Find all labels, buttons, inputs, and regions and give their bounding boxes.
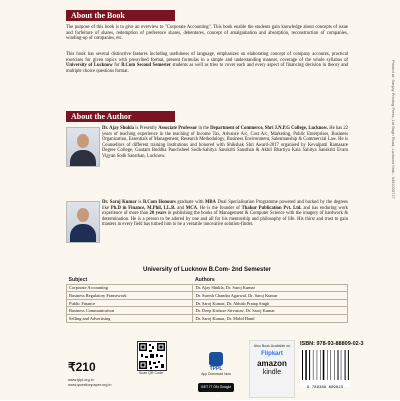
amazon-logo[interactable]: amazon — [257, 359, 287, 368]
subjects-table-title: University of Lucknow B.Com- 2nd Semester — [142, 267, 272, 273]
table-cell: Dr. Ajay Shukla, Dr. Saroj Kumar — [193, 284, 348, 292]
printer-note: Printed at: Sanjay Printing Press, Lal Bagh Road, Lucknow Mob.- 9452028727 — [391, 60, 396, 199]
table-cell: Dr. Saroj Kumar, Dr. Abhish Pratap Singh — [193, 299, 348, 307]
barcode-icon — [300, 349, 350, 390]
table-cell: Business Regulatory Framework — [67, 292, 193, 300]
tppl-app-caption: App Download Now — [201, 372, 231, 376]
author-2-photo — [66, 201, 100, 243]
author-1-bio: Dr. Ajay Shukla is Presently Associate Professor in the Department of Commerce, Shri J.N.P.G College, Lucknow. He has 22 years of teaching experience in the teaching of Income Tax, Advance A/c, Cost A/c, Marketing, Public Enterprises, Business Organization, Essentials of Management, Research Methodology, Business Environment, Salesmanship & Commercial Law. He is Counsellors of different training institutions and honored with Shikshak Shri Award-2017 organised by Kevalpatti Ramasare Degree College, Gautam Buddha Panchsheel Sodh-Sahitya Sanskriti Sansthan & Akhil Bhartiya Kala Sahitya Sanskriti Evam Vigyan Sodh Sansthan, Lucknow. — [102, 126, 349, 159]
table-cell: Public Finance — [67, 299, 193, 307]
table-row — [67, 307, 348, 315]
table-cell: Dr. Deep Kishore Srivastav, Dr. Saroj Kumar — [193, 307, 348, 315]
flipkart-logo[interactable]: Flipkart — [261, 351, 283, 357]
table-row — [67, 292, 348, 300]
subjects-table — [66, 277, 348, 323]
table-header-authors: Authors — [194, 277, 215, 284]
about-book-paragraph-1: The purpose of this book is to give an overview to "Corporate Accounting". This book enable the students gain knowledge about concepts of issue and forfeiture of shares, redemption of preference shares, debentures, concept of amalgamation and absorption, reconstruction of companies, winding-up of companies, etc. — [66, 25, 348, 42]
tppl-app-block — [198, 352, 234, 376]
table-cell: Dr. Suresh Chandra Agarwal, Dr. Saroj Kumar — [193, 292, 348, 300]
author-2-bio: Dr. Saroj Kumar is B.Com Honours graduate with MBA Dual Specialisation Programme powered and backed by the degrees like Ph.D in Finance, M.Phil, LL.B. and MCA. He is the founder of Thakur Publication Pvt. Ltd. and has enduring work experience of more than 20 years in publishing the books of Management & Computer Science with the imagery of hardwork & determination. He is a person to be adored by one and all for his mentorship and philosophy of life. His thirst and trust to gain masters in every field has turned him to be a versatile innovative solution-finder. — [102, 200, 349, 228]
table-cell: Business Communication — [67, 307, 193, 315]
tppl-logo-text: TPPL — [209, 366, 223, 372]
website-link-2[interactable]: www.questionpaper.org.in — [68, 383, 112, 387]
table-row — [67, 314, 348, 322]
kindle-logo[interactable]: kindle — [262, 369, 282, 376]
author-1-photo — [66, 127, 100, 167]
about-book-heading: About the Book — [66, 10, 175, 21]
table-row — [67, 284, 348, 292]
isbn-label: ISBN: 978-93-88809-02-3 — [300, 341, 364, 347]
tppl-logo-icon — [209, 352, 223, 366]
table-header-subject: Subject — [68, 277, 88, 284]
website-link-1[interactable]: www.tppl.org.in — [68, 378, 94, 382]
table-row — [67, 299, 348, 307]
price: ₹210 — [68, 360, 96, 374]
table-cell: Selling and Advertising — [67, 314, 193, 322]
barcode-digits: 9 789388 809023 — [306, 386, 343, 390]
table-cell: Dr. Saroj Kumar, Dr. Mohd Hanif — [193, 314, 348, 322]
availability-box — [249, 340, 295, 398]
about-book-paragraph-2: This book has several distinctive features including usefulness of language, emphasizes on elaborating concept of company accounts, practical exercises for given topics with prescribed format, present formulas in a simple and understanding manner, coverage of the whole syllabus of University of Lucknow for B.Com Second Semester students as well as tries to cover each and every aspect of financing decision in theory and multiple choice questions format. — [66, 52, 349, 74]
availability-title: Also Book Available on — [253, 344, 291, 348]
table-cell: Corporate Accounting — [67, 284, 193, 292]
qr-code-icon[interactable] — [137, 341, 167, 371]
qr-caption: Scan QR Code — [138, 371, 164, 375]
google-play-badge[interactable]: GET IT ON Google Play — [198, 383, 234, 392]
about-author-heading: About the Author — [66, 111, 175, 122]
